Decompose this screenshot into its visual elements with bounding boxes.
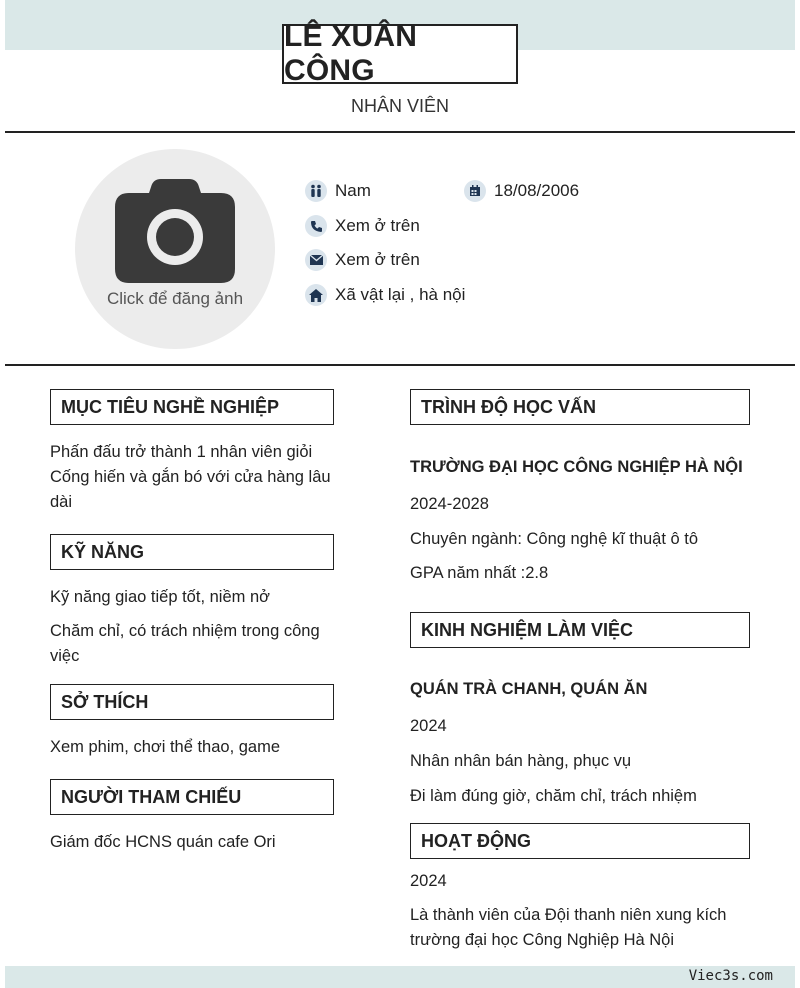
section-hobbies-title: SỞ THÍCH <box>50 684 334 720</box>
section-education-title: TRÌNH ĐỘ HỌC VẤN <box>410 389 750 425</box>
footer-band <box>5 966 795 988</box>
birthday-row <box>464 180 579 202</box>
education-major: Chuyên ngành: Công nghệ kĩ thuật ô tô <box>410 530 699 548</box>
email-value: Xem ở trên <box>335 250 420 269</box>
phone-row <box>305 215 420 237</box>
activities-year: 2024 <box>410 872 447 890</box>
envelope-icon <box>305 249 327 271</box>
section-skills-title: KỸ NĂNG <box>50 534 334 570</box>
birthday-value: 18/08/2006 <box>494 181 580 200</box>
experience-role: Nhân nhân bán hàng, phục vụ <box>410 752 632 770</box>
experience-company: QUÁN TRÀ CHANH, QUÁN ĂN <box>410 680 648 698</box>
education-school: TRƯỜNG ĐẠI HỌC CÔNG NGHIỆP HÀ NỘI <box>410 458 743 476</box>
references-text: Giám đốc HCNS quán cafe Ori <box>50 833 276 851</box>
section-references-title: NGƯỜI THAM CHIẾU <box>50 779 334 815</box>
job-title: NHÂN VIÊN <box>350 96 449 116</box>
divider-middle <box>5 364 795 366</box>
address-value: Xã vật lại , hà nội <box>335 285 466 304</box>
full-name: LÊ XUÂN CÔNG <box>282 24 518 84</box>
activities-line-1: Là thành viên của Đội thanh niên xung kích <box>410 906 727 924</box>
email-row <box>305 249 420 271</box>
brand-watermark: Viec3s.com <box>688 968 773 984</box>
objective-line-2: Cống hiến và gắn bó với cửa hàng lâu <box>50 468 331 486</box>
skill-item-1: Kỹ năng giao tiếp tốt, niềm nở <box>50 588 270 606</box>
phone-icon <box>305 215 327 237</box>
photo-upload[interactable] <box>75 149 275 349</box>
home-icon <box>305 284 327 306</box>
section-objective-title: MỤC TIÊU NGHỀ NGHIỆP <box>50 389 334 425</box>
experience-year: 2024 <box>410 717 447 735</box>
experience-description: Đi làm đúng giờ, chăm chỉ, trách nhiệm <box>410 787 697 805</box>
section-activities-title: HOẠT ĐỘNG <box>410 823 750 859</box>
calendar-icon <box>464 180 486 202</box>
skill-item-2-line-1: Chăm chỉ, có trách nhiệm trong công <box>50 622 320 640</box>
gender-icon <box>305 180 327 202</box>
objective-line-1: Phấn đấu trở thành 1 nhân viên giỏi <box>50 443 313 461</box>
activities-line-2: trường đại học Công Nghiệp Hà Nội <box>410 931 675 949</box>
phone-value: Xem ở trên <box>335 216 420 235</box>
gender-value: Nam <box>335 181 371 200</box>
hobbies-text: Xem phim, chơi thể thao, game <box>50 738 281 756</box>
education-years: 2024-2028 <box>410 495 489 513</box>
education-gpa: GPA năm nhất :2.8 <box>410 564 549 582</box>
section-experience-title: KINH NGHIỆM LÀM VIỆC <box>410 612 750 648</box>
divider-top <box>5 131 795 133</box>
objective-line-3: dài <box>50 493 73 511</box>
gender-row <box>305 180 371 202</box>
camera-icon <box>115 179 235 283</box>
photo-caption: Click để đăng ảnh <box>106 289 244 308</box>
address-row <box>305 284 465 306</box>
skill-item-2-line-2: việc <box>50 647 80 665</box>
